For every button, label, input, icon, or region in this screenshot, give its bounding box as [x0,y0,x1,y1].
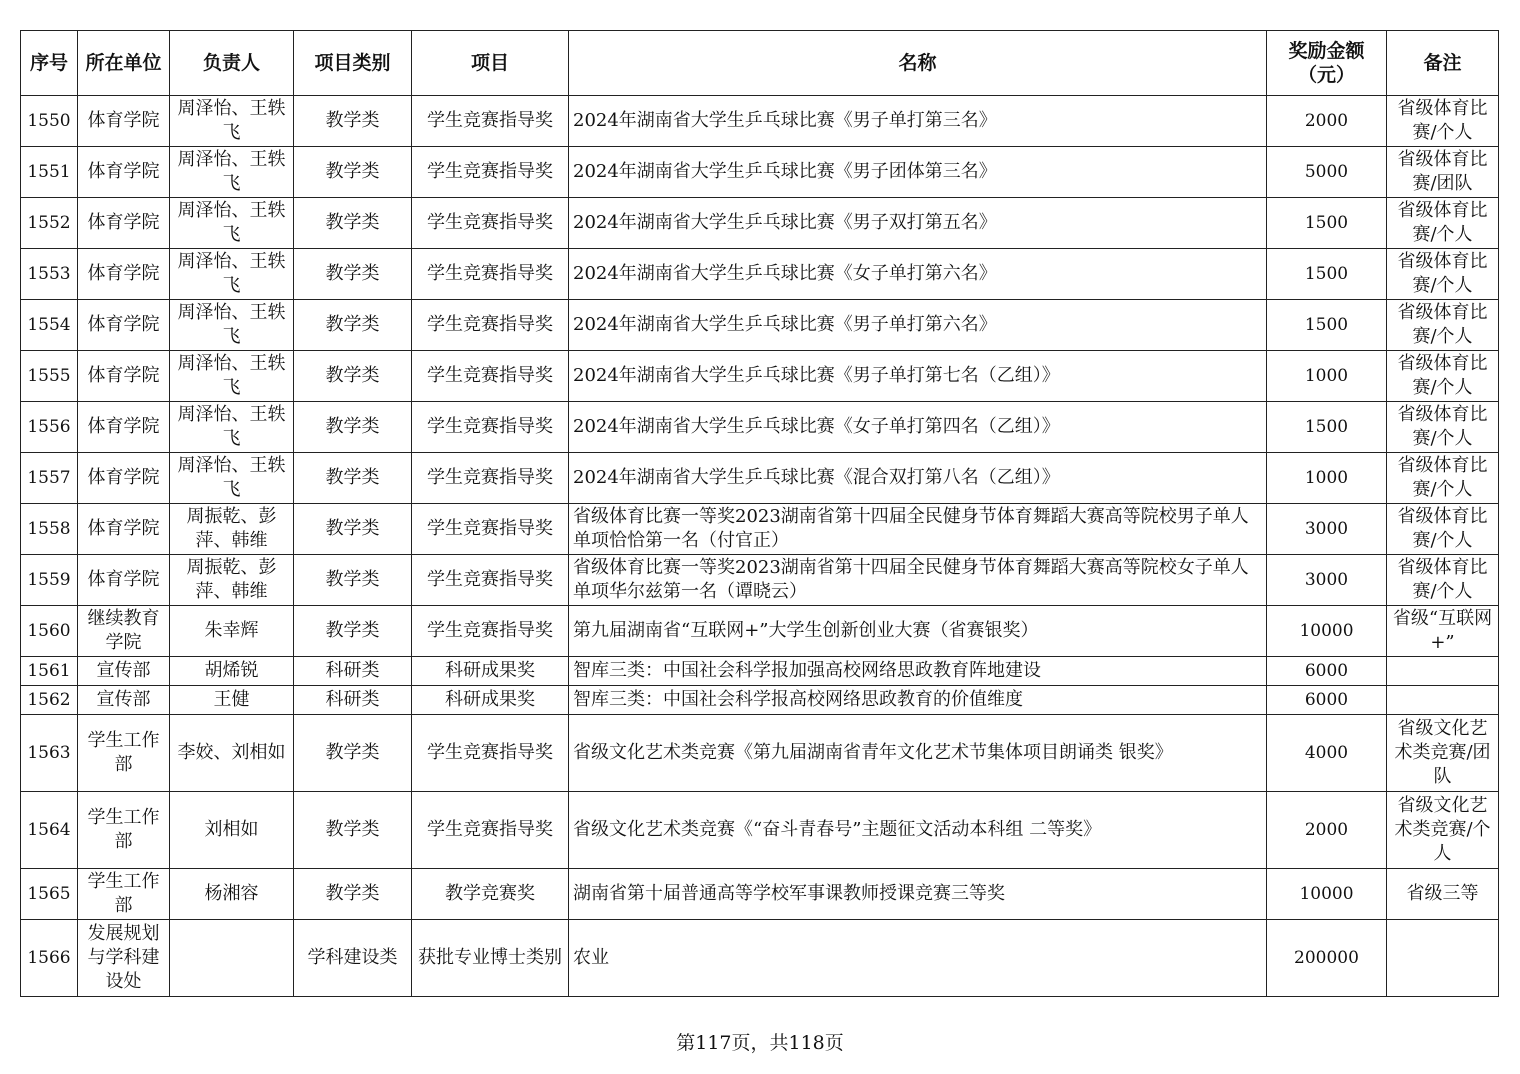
cell-amount: 2000 [1267,96,1387,147]
awards-table [20,30,1499,997]
cell-note [1387,657,1499,686]
cell-category: 教学类 [294,300,412,351]
cell-note: 省级体育比赛/个人 [1387,453,1499,504]
header-seq: 序号 [21,31,78,96]
table-row [21,555,1499,606]
cell-name: 省级体育比赛一等奖2023湖南省第十四届全民健身节体育舞蹈大赛高等院校男子单人单项恰恰第一名（付官正） [569,504,1267,555]
cell-note: 省级“互联网+” [1387,606,1499,657]
cell-person: 周振乾、彭萍、韩维 [170,504,294,555]
cell-note: 省级三等 [1387,869,1499,920]
table-row [21,792,1499,869]
cell-unit: 宣传部 [78,657,170,686]
cell-unit: 体育学院 [78,402,170,453]
cell-unit: 继续教育学院 [78,606,170,657]
cell-name: 2024年湖南省大学生乒乓球比赛《男子单打第七名（乙组）》 [569,351,1267,402]
table-row [21,715,1499,792]
cell-category: 教学类 [294,351,412,402]
cell-person: 周泽怡、王轶飞 [170,402,294,453]
cell-name: 省级文化艺术类竞赛《第九届湖南省青年文化艺术节集体项目朗诵类 银奖》 [569,715,1267,792]
cell-seq: 1562 [21,686,78,715]
cell-amount: 3000 [1267,555,1387,606]
cell-unit: 体育学院 [78,198,170,249]
cell-note: 省级体育比赛/个人 [1387,96,1499,147]
cell-project: 学生竞赛指导奖 [412,351,569,402]
cell-note: 省级体育比赛/个人 [1387,300,1499,351]
cell-amount: 4000 [1267,715,1387,792]
table-row [21,198,1499,249]
cell-person [170,920,294,997]
cell-category: 教学类 [294,869,412,920]
cell-category: 科研类 [294,686,412,715]
cell-project: 学生竞赛指导奖 [412,606,569,657]
cell-seq: 1560 [21,606,78,657]
cell-amount: 2000 [1267,792,1387,869]
header-name: 名称 [569,31,1267,96]
header-row [21,31,1499,96]
header-project: 项目 [412,31,569,96]
cell-name: 湖南省第十届普通高等学校军事课教师授课竞赛三等奖 [569,869,1267,920]
cell-category: 教学类 [294,715,412,792]
cell-name: 2024年湖南省大学生乒乓球比赛《男子双打第五名》 [569,198,1267,249]
table-row [21,147,1499,198]
cell-note: 省级体育比赛/个人 [1387,402,1499,453]
cell-category: 教学类 [294,555,412,606]
cell-project: 科研成果奖 [412,686,569,715]
table-row [21,351,1499,402]
cell-name: 第九届湖南省“互联网+”大学生创新创业大赛（省赛银奖） [569,606,1267,657]
cell-name: 2024年湖南省大学生乒乓球比赛《女子单打第四名（乙组）》 [569,402,1267,453]
table-row [21,300,1499,351]
cell-name: 2024年湖南省大学生乒乓球比赛《男子团体第三名》 [569,147,1267,198]
cell-category: 教学类 [294,792,412,869]
cell-project: 学生竞赛指导奖 [412,249,569,300]
cell-person: 王健 [170,686,294,715]
cell-person: 杨湘容 [170,869,294,920]
cell-unit: 体育学院 [78,249,170,300]
cell-amount: 10000 [1267,869,1387,920]
header-category: 项目类别 [294,31,412,96]
table-row [21,504,1499,555]
cell-category: 教学类 [294,249,412,300]
cell-person: 周泽怡、王轶飞 [170,249,294,300]
table-row [21,657,1499,686]
cell-project: 获批专业博士类别 [412,920,569,997]
cell-unit: 学生工作部 [78,792,170,869]
cell-unit: 发展规划与学科建设处 [78,920,170,997]
cell-name: 2024年湖南省大学生乒乓球比赛《男子单打第六名》 [569,300,1267,351]
table-row [21,869,1499,920]
cell-note: 省级体育比赛/个人 [1387,504,1499,555]
cell-amount: 200000 [1267,920,1387,997]
cell-note: 省级体育比赛/团队 [1387,147,1499,198]
cell-unit: 体育学院 [78,300,170,351]
table-body [21,96,1499,997]
cell-amount: 1000 [1267,351,1387,402]
cell-unit: 体育学院 [78,351,170,402]
cell-unit: 体育学院 [78,555,170,606]
cell-seq: 1552 [21,198,78,249]
cell-unit: 宣传部 [78,686,170,715]
cell-unit: 学生工作部 [78,715,170,792]
cell-note: 省级体育比赛/个人 [1387,198,1499,249]
cell-seq: 1551 [21,147,78,198]
table-row [21,249,1499,300]
cell-category: 教学类 [294,453,412,504]
cell-unit: 学生工作部 [78,869,170,920]
cell-category: 教学类 [294,504,412,555]
cell-name: 2024年湖南省大学生乒乓球比赛《混合双打第八名（乙组）》 [569,453,1267,504]
cell-person: 周泽怡、王轶飞 [170,453,294,504]
cell-person: 周泽怡、王轶飞 [170,198,294,249]
cell-amount: 1000 [1267,453,1387,504]
cell-project: 学生竞赛指导奖 [412,504,569,555]
cell-amount: 1500 [1267,249,1387,300]
cell-person: 周泽怡、王轶飞 [170,300,294,351]
cell-category: 学科建设类 [294,920,412,997]
page-footer: 第117页，共118页 [676,1032,844,1054]
cell-seq: 1566 [21,920,78,997]
cell-amount: 3000 [1267,504,1387,555]
cell-amount: 1500 [1267,198,1387,249]
header-amount: 奖励金额 （元） [1267,31,1387,96]
cell-seq: 1563 [21,715,78,792]
table-row [21,96,1499,147]
cell-category: 教学类 [294,147,412,198]
cell-project: 学生竞赛指导奖 [412,198,569,249]
cell-person: 周泽怡、王轶飞 [170,147,294,198]
cell-person: 周泽怡、王轶飞 [170,96,294,147]
cell-name: 2024年湖南省大学生乒乓球比赛《女子单打第六名》 [569,249,1267,300]
cell-seq: 1556 [21,402,78,453]
cell-note: 省级体育比赛/个人 [1387,351,1499,402]
cell-person: 刘相如 [170,792,294,869]
cell-seq: 1558 [21,504,78,555]
cell-category: 科研类 [294,657,412,686]
cell-name: 智库三类：中国社会科学报加强高校网络思政教育阵地建设 [569,657,1267,686]
cell-project: 学生竞赛指导奖 [412,453,569,504]
cell-unit: 体育学院 [78,96,170,147]
cell-project: 教学竞赛奖 [412,869,569,920]
cell-seq: 1565 [21,869,78,920]
cell-unit: 体育学院 [78,504,170,555]
cell-category: 教学类 [294,402,412,453]
cell-seq: 1559 [21,555,78,606]
cell-project: 科研成果奖 [412,657,569,686]
cell-amount: 6000 [1267,657,1387,686]
cell-name: 省级体育比赛一等奖2023湖南省第十四届全民健身节体育舞蹈大赛高等院校女子单人单项华尔兹第一名（谭晓云） [569,555,1267,606]
cell-seq: 1564 [21,792,78,869]
cell-note [1387,920,1499,997]
cell-amount: 6000 [1267,686,1387,715]
cell-note: 省级文化艺术类竞赛/个人 [1387,792,1499,869]
cell-amount: 1500 [1267,300,1387,351]
cell-project: 学生竞赛指导奖 [412,792,569,869]
cell-seq: 1555 [21,351,78,402]
cell-seq: 1553 [21,249,78,300]
cell-person: 胡烯锐 [170,657,294,686]
cell-note: 省级体育比赛/个人 [1387,249,1499,300]
cell-amount: 10000 [1267,606,1387,657]
cell-project: 学生竞赛指导奖 [412,402,569,453]
cell-name: 省级文化艺术类竞赛《“奋斗青春号”主题征文活动本科组 二等奖》 [569,792,1267,869]
cell-category: 教学类 [294,606,412,657]
header-note: 备注 [1387,31,1499,96]
table-row [21,402,1499,453]
table-row [21,920,1499,997]
cell-project: 学生竞赛指导奖 [412,147,569,198]
cell-name: 2024年湖南省大学生乒乓球比赛《男子单打第三名》 [569,96,1267,147]
cell-unit: 体育学院 [78,453,170,504]
cell-amount: 5000 [1267,147,1387,198]
cell-project: 学生竞赛指导奖 [412,715,569,792]
cell-project: 学生竞赛指导奖 [412,96,569,147]
cell-project: 学生竞赛指导奖 [412,555,569,606]
header-person: 负责人 [170,31,294,96]
cell-amount: 1500 [1267,402,1387,453]
cell-name: 智库三类：中国社会科学报高校网络思政教育的价值维度 [569,686,1267,715]
cell-person: 朱幸辉 [170,606,294,657]
table-row [21,606,1499,657]
table-row [21,453,1499,504]
cell-person: 李姣、刘相如 [170,715,294,792]
cell-seq: 1554 [21,300,78,351]
cell-note: 省级体育比赛/个人 [1387,555,1499,606]
cell-unit: 体育学院 [78,147,170,198]
cell-person: 周振乾、彭萍、韩维 [170,555,294,606]
cell-category: 教学类 [294,96,412,147]
cell-project: 学生竞赛指导奖 [412,300,569,351]
cell-note: 省级文化艺术类竞赛/团队 [1387,715,1499,792]
cell-note [1387,686,1499,715]
cell-name: 农业 [569,920,1267,997]
cell-seq: 1550 [21,96,78,147]
cell-seq: 1557 [21,453,78,504]
cell-seq: 1561 [21,657,78,686]
header-unit: 所在单位 [78,31,170,96]
cell-category: 教学类 [294,198,412,249]
cell-person: 周泽怡、王轶飞 [170,351,294,402]
table-row [21,686,1499,715]
